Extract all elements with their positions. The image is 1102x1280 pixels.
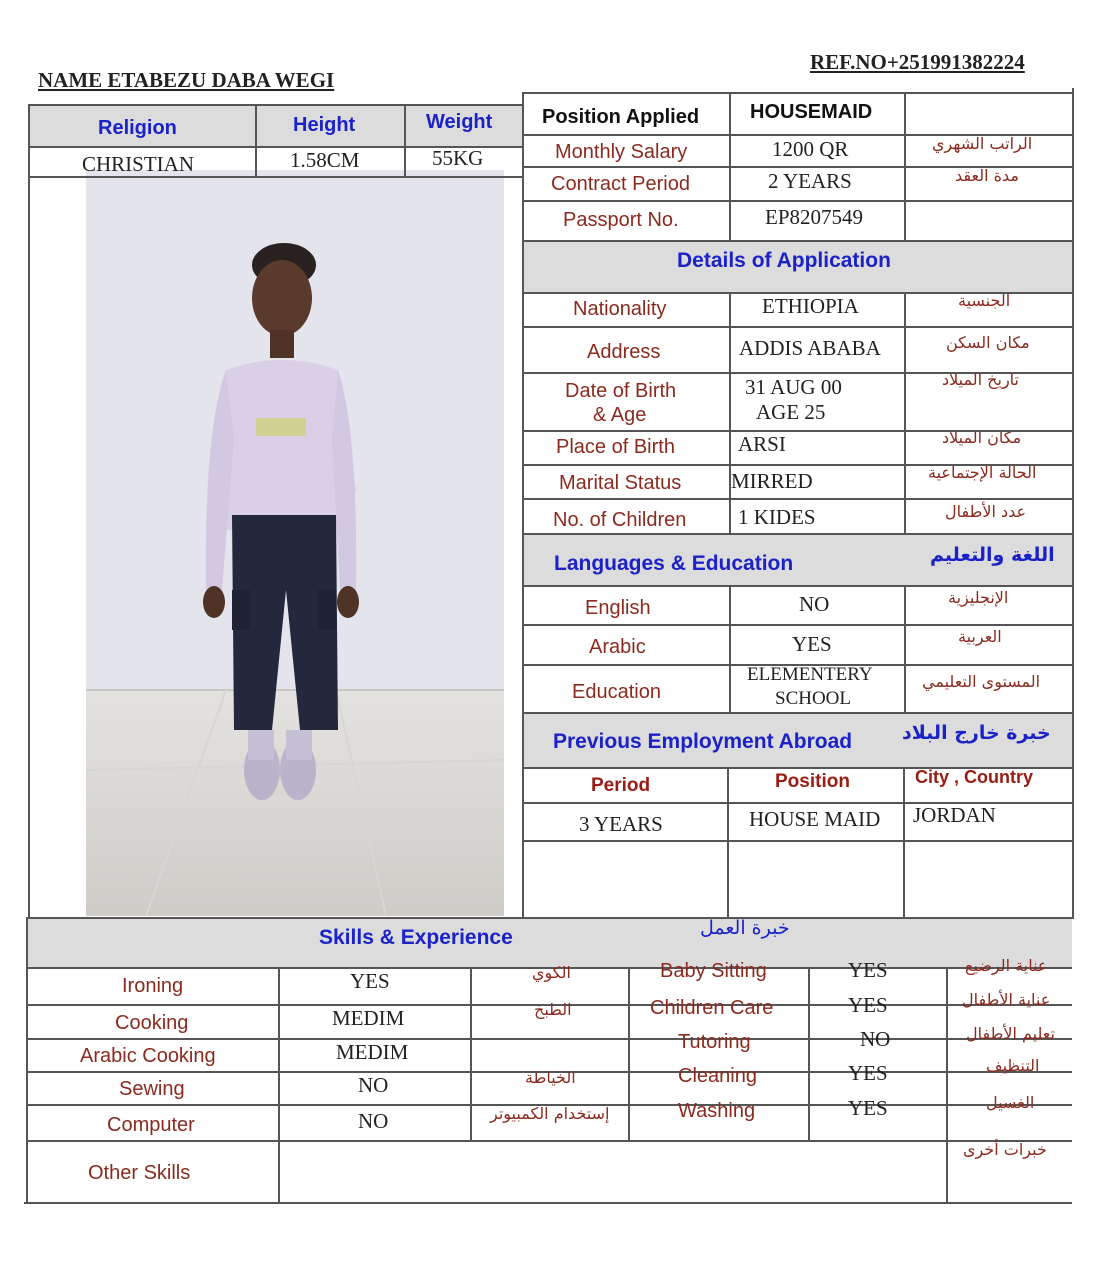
rule [522, 712, 1072, 714]
rule [522, 498, 1072, 500]
applicant-photo [86, 170, 504, 916]
rule [1072, 88, 1074, 919]
marital-value: MIRRED [731, 469, 813, 493]
passport-label: Passport No. [563, 209, 679, 231]
salary-arabic: الراتب الشهري [932, 134, 1033, 153]
rule [808, 967, 810, 1140]
skill-children-care-value: YES [848, 993, 888, 1017]
city-country-header: City , Country [915, 767, 1034, 787]
skill-cooking-value: MEDIM [332, 1006, 405, 1030]
skill-baby-sitting-label: Baby Sitting [660, 960, 767, 982]
position-applied-label: Position Applied [542, 106, 700, 128]
rule [946, 967, 948, 1204]
employment-title: Previous Employment Abroad [553, 730, 853, 753]
religion-value: CHRISTIAN [82, 152, 195, 176]
rule [522, 92, 1072, 94]
skill-computer-value: NO [358, 1109, 389, 1133]
skill-washing-value: YES [848, 1096, 888, 1120]
candidate-name: NAME ETABEZU DABA WEGI [38, 68, 335, 92]
weight-label: Weight [426, 111, 493, 133]
skill-tutoring-arabic: تعليم الأطفال [966, 1024, 1055, 1043]
marital-label: Marital Status [559, 472, 682, 494]
period-header: Period [591, 775, 651, 796]
dob-arabic: تاريخ الميلاد [942, 370, 1019, 389]
religion-label: Religion [98, 117, 177, 139]
children-value: 1 KIDES [738, 505, 816, 529]
languages-title: Languages & Education [554, 552, 794, 575]
weight-value: 55KG [432, 146, 484, 170]
pob-arabic: مكان الميلاد [942, 428, 1022, 447]
arabic-arabic: العربية [958, 627, 1002, 646]
rule [26, 1140, 1072, 1142]
height-label: Height [293, 114, 356, 136]
pob-label: Place of Birth [556, 436, 675, 458]
skill-sewing-value: NO [358, 1073, 389, 1097]
skills-title-arabic: خبرة العمل [700, 917, 790, 939]
rule [729, 585, 731, 712]
pob-value: ARSI [738, 432, 786, 456]
rule [522, 585, 1072, 587]
skill-ironing-label: Ironing [122, 975, 184, 997]
rule [26, 917, 1072, 919]
rule [903, 767, 905, 917]
arabic-value: YES [792, 632, 832, 656]
children-label: No. of Children [553, 509, 687, 531]
skill-cooking-label: Cooking [115, 1012, 189, 1034]
rule [727, 767, 729, 917]
rule [404, 104, 406, 176]
english-value: NO [799, 592, 830, 616]
details-title: Details of Application [677, 249, 891, 272]
height-value: 1.58CM [290, 148, 360, 172]
salary-value: 1200 QR [772, 137, 849, 161]
address-label: Address [587, 341, 661, 363]
address-arabic: مكان السكن [946, 333, 1030, 352]
skill-computer-arabic: إستخدام الكمبيوتر [490, 1104, 610, 1123]
skill-children-care-arabic: عناية الأطفال [962, 990, 1051, 1009]
rule [255, 104, 257, 176]
rule [28, 104, 30, 919]
dob-label-line1: Date of Birth [565, 380, 677, 402]
employment-country: JORDAN [913, 803, 996, 827]
rule [904, 292, 906, 533]
children-arabic: عدد الأطفال [945, 502, 1027, 521]
english-arabic: الإنجليزية [948, 588, 1009, 607]
rule [729, 292, 731, 533]
rule [522, 624, 1072, 626]
rule [28, 104, 522, 106]
passport-value: EP8207549 [765, 205, 864, 229]
skill-cleaning-label: Cleaning [678, 1065, 757, 1087]
position-header: Position [775, 771, 850, 792]
languages-title-arabic: اللغة والتعليم [930, 544, 1055, 566]
marital-arabic: الحالة الإجتماعية [928, 463, 1037, 482]
dob-label-line2: & Age [593, 404, 647, 426]
rule [26, 917, 28, 1204]
other-skills-arabic: خبرات أخرى [963, 1140, 1047, 1159]
employment-period: 3 YEARS [579, 812, 663, 836]
contract-label: Contract Period [551, 173, 690, 195]
rule [522, 92, 524, 919]
rule [278, 967, 280, 1204]
skill-cleaning-arabic: التنظيف [986, 1056, 1040, 1075]
nationality-arabic: الجنسية [958, 291, 1011, 310]
education-label: Education [572, 681, 661, 703]
skill-computer-label: Computer [107, 1114, 195, 1136]
education-value-line1: ELEMENTERY [747, 664, 873, 685]
dob-value: 31 AUG 00 [745, 375, 842, 399]
rule [26, 1038, 1072, 1040]
skills-title: Skills & Experience [319, 926, 513, 949]
education-arabic: المستوى التعليمي [922, 672, 1041, 691]
skill-arabic-cooking-label: Arabic Cooking [80, 1045, 216, 1067]
other-skills-label: Other Skills [88, 1162, 191, 1184]
skill-arabic-cooking-value: MEDIM [336, 1040, 409, 1064]
rule [522, 840, 1072, 842]
nationality-value: ETHIOPIA [762, 294, 859, 318]
employment-title-arabic: خبرة خارج البلاد [902, 722, 1051, 744]
english-label: English [585, 597, 651, 619]
skill-cleaning-value: YES [848, 1061, 888, 1085]
rule [24, 1202, 1072, 1204]
skill-baby-sitting-value: YES [848, 958, 888, 982]
rule [628, 967, 630, 1140]
skill-washing-arabic: الغسيل [986, 1093, 1035, 1112]
skill-ironing-value: YES [350, 969, 390, 993]
applicant-figure [86, 170, 504, 916]
age-value: AGE 25 [756, 400, 826, 424]
skill-sewing-arabic: الخياطة [525, 1068, 576, 1087]
rule [470, 967, 472, 1140]
position-applied-value: HOUSEMAID [750, 101, 873, 123]
skill-tutoring-label: Tutoring [678, 1031, 751, 1053]
rule [522, 240, 1072, 242]
arabic-label: Arabic [589, 636, 646, 658]
skill-baby-sitting-arabic: عناية الرضيع [965, 956, 1048, 975]
salary-label: Monthly Salary [555, 141, 688, 163]
rule [522, 326, 1072, 328]
address-value: ADDIS ABABA [739, 336, 881, 360]
skill-ironing-arabic: الكوي [532, 963, 571, 982]
skills-band [26, 917, 1072, 967]
skill-sewing-label: Sewing [119, 1078, 185, 1100]
rule [522, 533, 1072, 535]
rule [522, 200, 1072, 202]
contract-arabic: مدة العقد [955, 166, 1019, 185]
employment-position: HOUSE MAID [749, 807, 881, 831]
skill-children-care-label: Children Care [650, 997, 774, 1019]
skill-cooking-arabic: الطبخ [534, 1000, 572, 1019]
education-value-line2: SCHOOL [775, 688, 852, 709]
skill-washing-label: Washing [678, 1100, 756, 1122]
reference-number: REF.NO+251991382224 [810, 50, 1025, 74]
contract-value: 2 YEARS [768, 169, 852, 193]
rule [904, 585, 906, 712]
nationality-label: Nationality [573, 298, 667, 320]
skill-tutoring-value: NO [860, 1027, 891, 1051]
